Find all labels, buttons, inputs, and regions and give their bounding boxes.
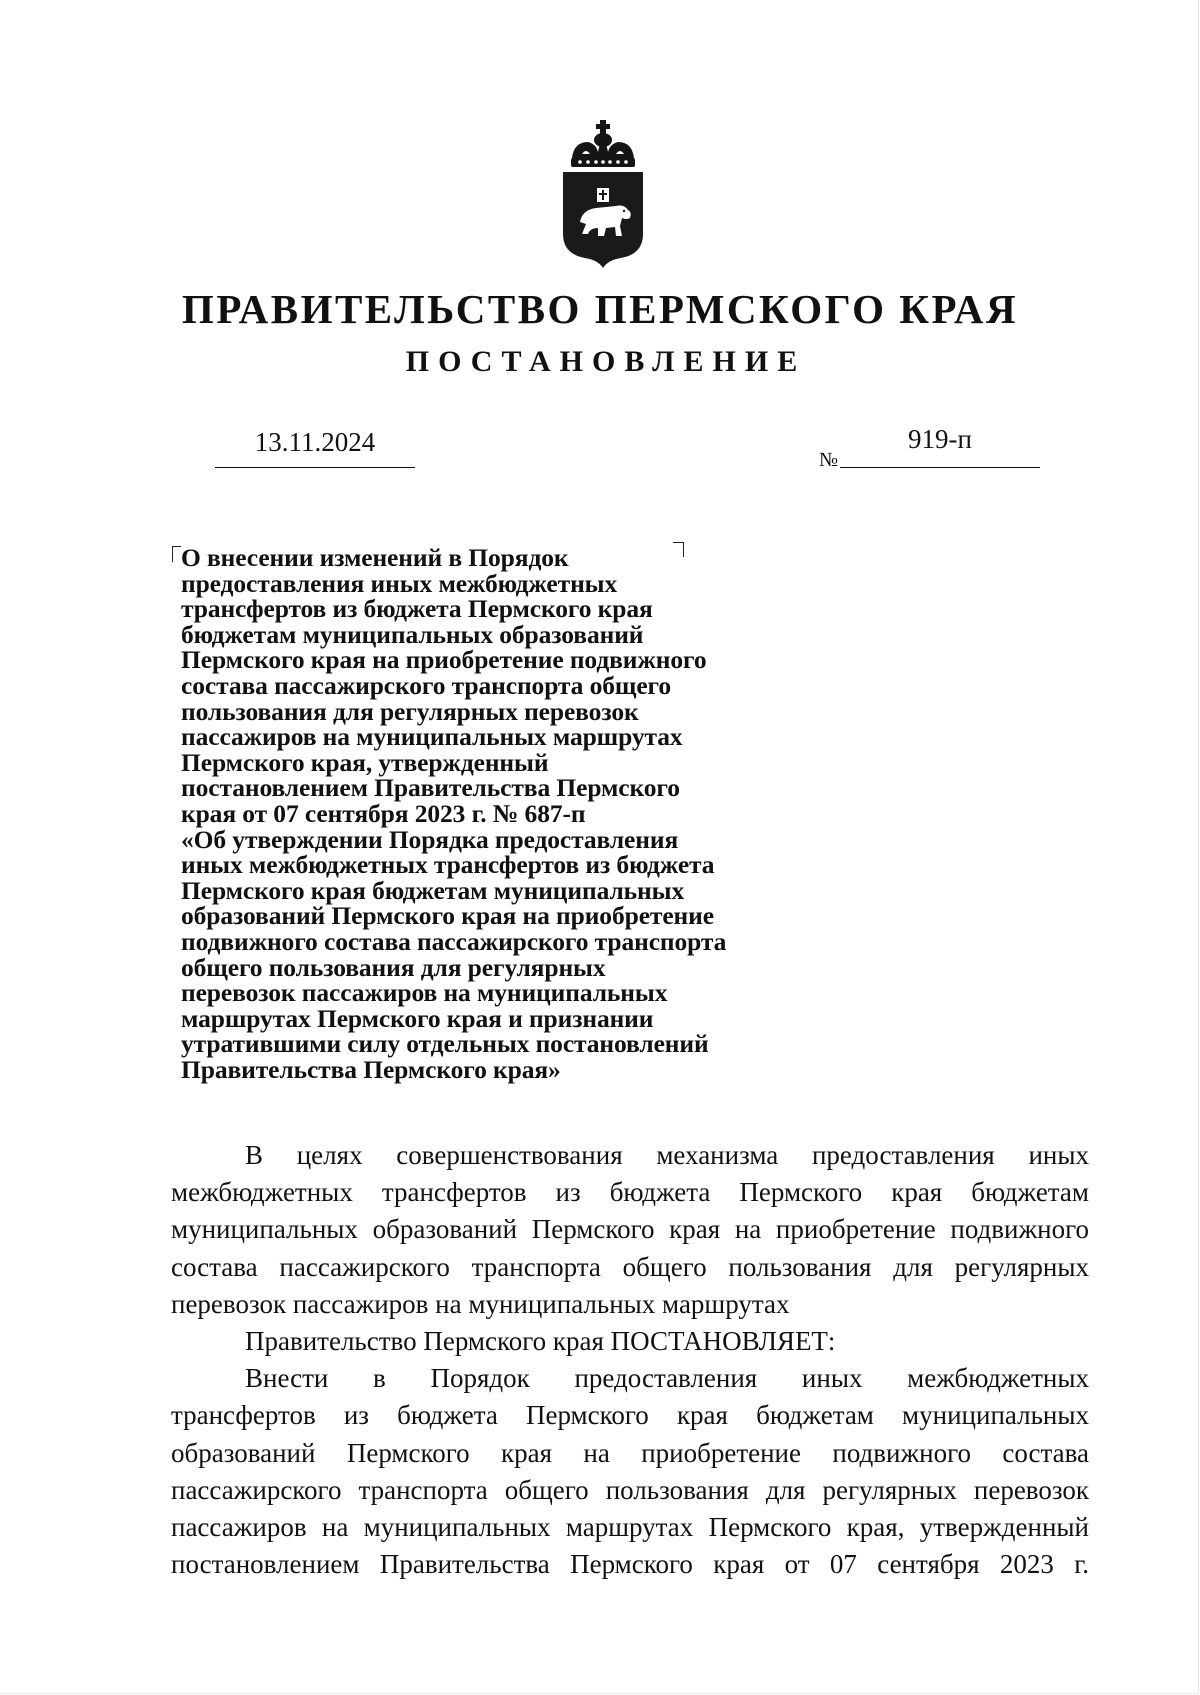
- subject-line: трансфертов из бюджета Пермского края: [181, 594, 653, 624]
- number-sign: №: [819, 449, 839, 471]
- subject-line: состава пассажирского транспорта общего: [181, 670, 672, 700]
- subject-line: постановлением Правительства Пермского: [181, 773, 680, 803]
- subject-line: О внесении изменений в Порядок: [181, 543, 569, 572]
- subject-line: Пермского края на приобретение подвижного: [181, 645, 707, 675]
- body-line: пассажирского транспорта общего пользования для регулярных перевозок: [171, 1474, 1089, 1505]
- document-type: ПОСТАНОВЛЕНИЕ: [405, 345, 807, 378]
- subject-line: Пермского края, утвержденный: [181, 747, 549, 777]
- body-line: пассажиров на муниципальных маршрутах Пермского края, утвержденный: [171, 1512, 1089, 1543]
- document-date: 13.11.2024: [254, 427, 376, 457]
- subject-line: иных межбюджетных трансфертов из бюджета: [181, 850, 715, 880]
- subject-line: бюджетам муниципальных образований: [181, 619, 644, 649]
- document-number: 919-п: [908, 424, 972, 454]
- coat-of-arms-icon: [560, 118, 646, 270]
- subject-line: предоставления иных межбюджетных: [181, 568, 618, 598]
- body-line: состава пассажирского транспорта общего пользования для регулярных: [171, 1251, 1089, 1282]
- body-line: Внести в Порядок предоставления иных межбюджетных: [245, 1363, 1089, 1394]
- document-subject: [181, 545, 821, 1082]
- government-title: ПРАВИТЕЛЬСТВО ПЕРМСКОГО КРАЯ: [181, 286, 1019, 332]
- body-line: межбюджетных трансфертов из бюджета Пермского края бюджетам: [171, 1177, 1089, 1208]
- subject-bracket-left: [172, 546, 181, 562]
- number-underline: [840, 467, 1040, 468]
- subject-line: маршрутах Пермского края и признании: [181, 1003, 654, 1033]
- body-line: муниципальных образований Пермского края на приобретение подвижного: [171, 1214, 1089, 1245]
- subject-line: пользования для регулярных перевозок: [181, 696, 639, 726]
- subject-line: утратившими силу отдельных постановлений: [181, 1029, 709, 1059]
- body-line: образований Пермского края на приобретение подвижного состава: [171, 1437, 1089, 1468]
- subject-line: «Об утверждении Порядка предоставления: [181, 824, 679, 854]
- body-line: перевозок пассажиров на муниципальных маршрутах: [171, 1288, 790, 1319]
- subject-line: Правительства Пермского края»: [181, 1054, 561, 1084]
- subject-line: края от 07 сентября 2023 г. № 687-п: [181, 798, 586, 828]
- subject-line: общего пользования для регулярных: [181, 952, 606, 982]
- body-line: постановлением Правительства Пермского края от 07 сентября 2023 г.: [171, 1549, 1089, 1580]
- body-line: трансфертов из бюджета Пермского края бюджетам муниципальных: [171, 1400, 1089, 1431]
- resolves-line: Правительство Пермского края ПОСТАНОВЛЯЕТ:: [245, 1326, 836, 1357]
- date-underline: [215, 467, 415, 468]
- subject-line: перевозок пассажиров на муниципальных: [181, 978, 668, 1008]
- body-line: В целях совершенствования механизма предоставления иных: [245, 1140, 1089, 1170]
- subject-line: подвижного состава пассажирского транспорта: [181, 926, 727, 956]
- subject-line: пассажиров на муниципальных маршрутах: [181, 722, 683, 752]
- subject-line: образований Пермского края на приобретение: [181, 901, 714, 931]
- subject-line: Пермского края бюджетам муниципальных: [181, 875, 685, 905]
- document-body: [171, 1137, 1089, 1583]
